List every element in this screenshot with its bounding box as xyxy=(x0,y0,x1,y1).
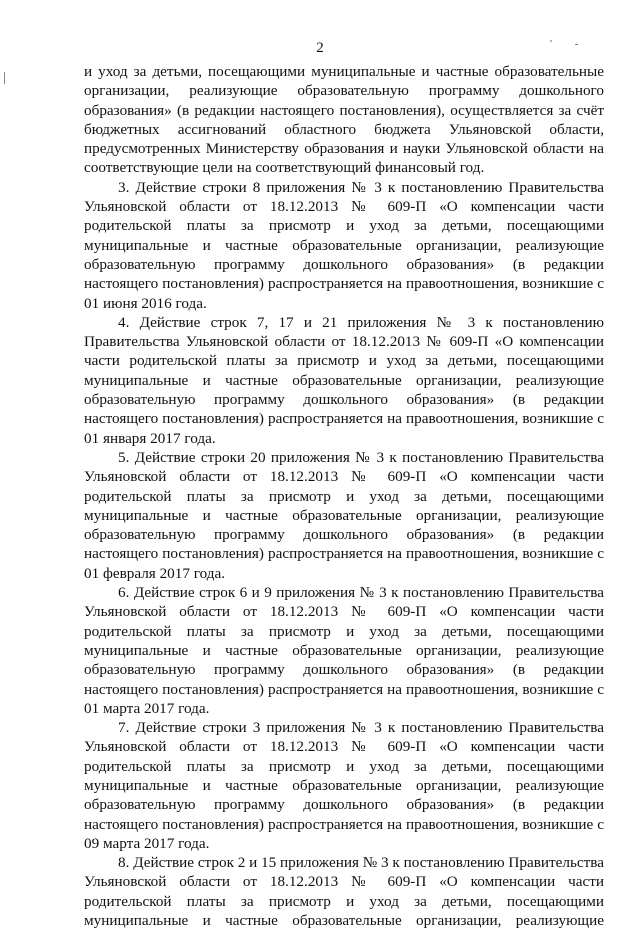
paragraph-item-7: 7. Действие строки 3 приложения № 3 к постановлению Правительства Ульяновской области от 18.12.2013 № 609-П «О компенсации части родительской платы за присмотр и уход за детьми, посещающими муниципальные и частные образовательные организации, реализующие образовательную программу дошкольного образования» (в редакции настоящего постановления) распространяется на правоотношения, возникшие с 09 марта 2017 года. xyxy=(84,719,604,852)
paragraph-item-3: 3. Действие строки 8 приложения № 3 к постановлению Правительства Ульяновской области от 18.12.2013 № 609-П «О компенсации части родительской платы за присмотр и уход за детьми, посещающими муниципальные и частные образовательные организации, реализующие образовательную программу дошкольного образования» (в редакции настоящего постановления) распространяется на правоотношения, возникшие с 01 июня 2016 года. xyxy=(84,178,604,312)
paragraph-item-8: 8. Действие строк 2 и 15 приложения № 3 к постановлению Правительства Ульяновской области от 18.12.2013 № 609-П «О компенсации части родительской платы за присмотр и уход за детьми, посещающими муниципальные и частные образовательные организации, реализующие xyxy=(84,854,604,930)
document-body xyxy=(84,62,604,930)
paragraph-continuation: и уход за детьми, посещающими муниципальные и частные образовательные организации, реализующие образовательную программу дошкольного образования» (в редакции настоящего постановления), осуществляется за счёт бюджетных ассигнований областного бюджета Ульяновской области, предусмотренных Министерству образования и науки Ульяновской области на соответствующие цели на соответствующий финансовый год. xyxy=(84,63,604,177)
paragraph-item-4: 4. Действие строк 7, 17 и 21 приложения № 3 к постановлению Правительства Ульяновской области от 18.12.2013 № 609-П «О компенсации части родительской платы за присмотр и уход за детьми, посещающими муниципальные и частные образовательные организации, реализующие образовательную программу дошкольного образования» (в редакции настоящего постановления) распространяется на правоотношения, возникшие с 01 января 2017 года. xyxy=(84,313,604,447)
page-number: 2 xyxy=(316,40,324,56)
corner-marks: ' - xyxy=(550,38,589,50)
paragraph-item-5: 5. Действие строки 20 приложения № 3 к постановлению Правительства Ульяновской области от 18.12.2013 № 609-П «О компенсации части родительской платы за присмотр и уход за детьми, посещающими муниципальные и частные образовательные организации, реализующие образовательную программу дошкольного образования» (в редакции настоящего постановления) распространяется на правоотношения, возникшие с 01 февраля 2017 года. xyxy=(84,448,604,582)
margin-mark xyxy=(4,72,5,84)
paragraph-item-6: 6. Действие строк 6 и 9 приложения № 3 к постановлению Правительства Ульяновской области от 18.12.2013 № 609-П «О компенсации части родительской платы за присмотр и уход за детьми, посещающими муниципальные и частные образовательные организации, реализующие образовательную программу дошкольного образования» (в редакции настоящего постановления) распространяется на правоотношения, возникшие с 01 марта 2017 года. xyxy=(84,584,604,717)
